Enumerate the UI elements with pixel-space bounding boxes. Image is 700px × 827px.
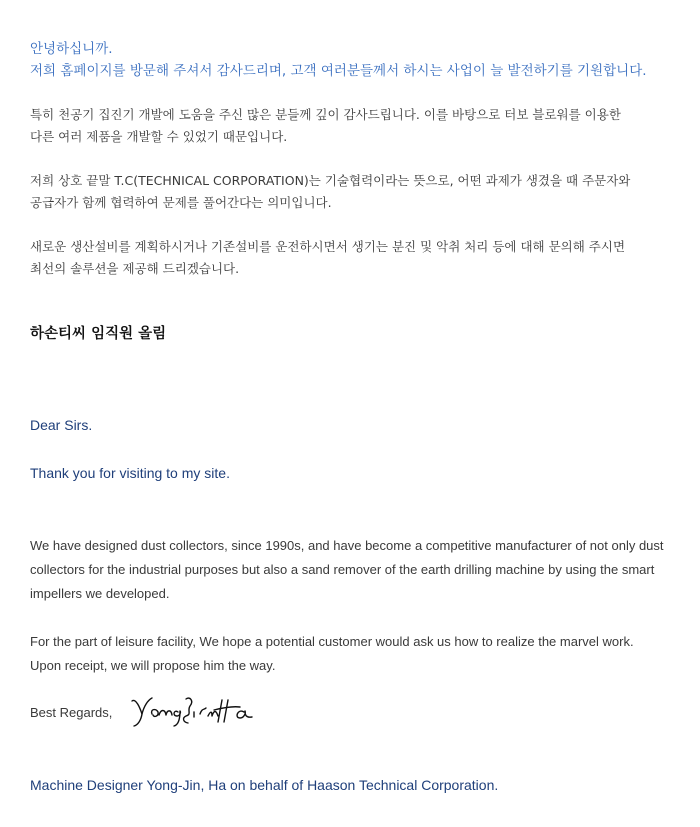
greeting-line-2: 저희 홈페이지를 방문해 주셔서 감사드리며, 고객 여러분들께서 하시는 사업이 늘 발전하기를 기원합니다.: [30, 63, 647, 79]
handwritten-signature: [128, 692, 258, 730]
english-paragraph-1-line-2: collectors for the industrial purposes but also a sand remover of the earth drilling machine by using the smart: [30, 562, 655, 577]
english-paragraph-1-line-1: We have designed dust collectors, since 1990s, and have become a competitive manufacturer of not only dust: [30, 538, 664, 553]
english-paragraph-2: [30, 630, 634, 678]
korean-paragraph-3-line-1: 새로운 생산설비를 계획하시거나 기존설비를 운전하시면서 생기는 분진 및 악취 처리 등에 대해 문의해 주시면: [30, 239, 626, 254]
english-paragraph-1-line-3: impellers we developed.: [30, 586, 170, 601]
best-regards: Best Regards,: [30, 705, 113, 720]
english-paragraph-2-line-2: Upon receipt, we will propose him the way.: [30, 658, 276, 673]
korean-paragraph-1-line-2: 다른 여러 제품을 개발할 수 있었기 때문입니다.: [30, 129, 288, 144]
korean-paragraph-3-line-2: 최선의 솔루션을 제공해 드리겠습니다.: [30, 261, 240, 276]
korean-paragraph-3: [30, 236, 625, 280]
korean-paragraph-1-line-1: 특히 천공기 집진기 개발에 도움을 주신 많은 분들께 깊이 감사드립니다. 이를 바탕으로 터보 블로워를 이용한: [30, 107, 621, 122]
english-paragraph-2-line-1: For the part of leisure facility, We hope a potential customer would ask us how to realize the marvel work.: [30, 634, 634, 649]
korean-paragraph-1: [30, 104, 621, 148]
korean-signoff: 하손티씨 임직원 올림: [30, 326, 167, 342]
korean-paragraph-2: [30, 170, 630, 214]
korean-greeting: [30, 38, 647, 82]
english-thanks: Thank you for visiting to my site.: [30, 465, 230, 481]
korean-paragraph-2-line-2: 공급자가 함께 협력하여 문제를 풀어간다는 의미입니다.: [30, 195, 332, 210]
korean-paragraph-2-line-1: 저희 상호 끝말 T.C(TECHNICAL CORPORATION)는 기술협력이라는 뜻으로, 어떤 과제가 생겼을 때 주문자와: [30, 173, 631, 188]
english-paragraph-1: [30, 534, 664, 606]
greeting-line-1: 안녕하십니까.: [30, 41, 113, 57]
english-salutation: Dear Sirs.: [30, 417, 93, 433]
footer-signature-line: Machine Designer Yong-Jin, Ha on behalf of Haason Technical Corporation.: [30, 777, 499, 793]
